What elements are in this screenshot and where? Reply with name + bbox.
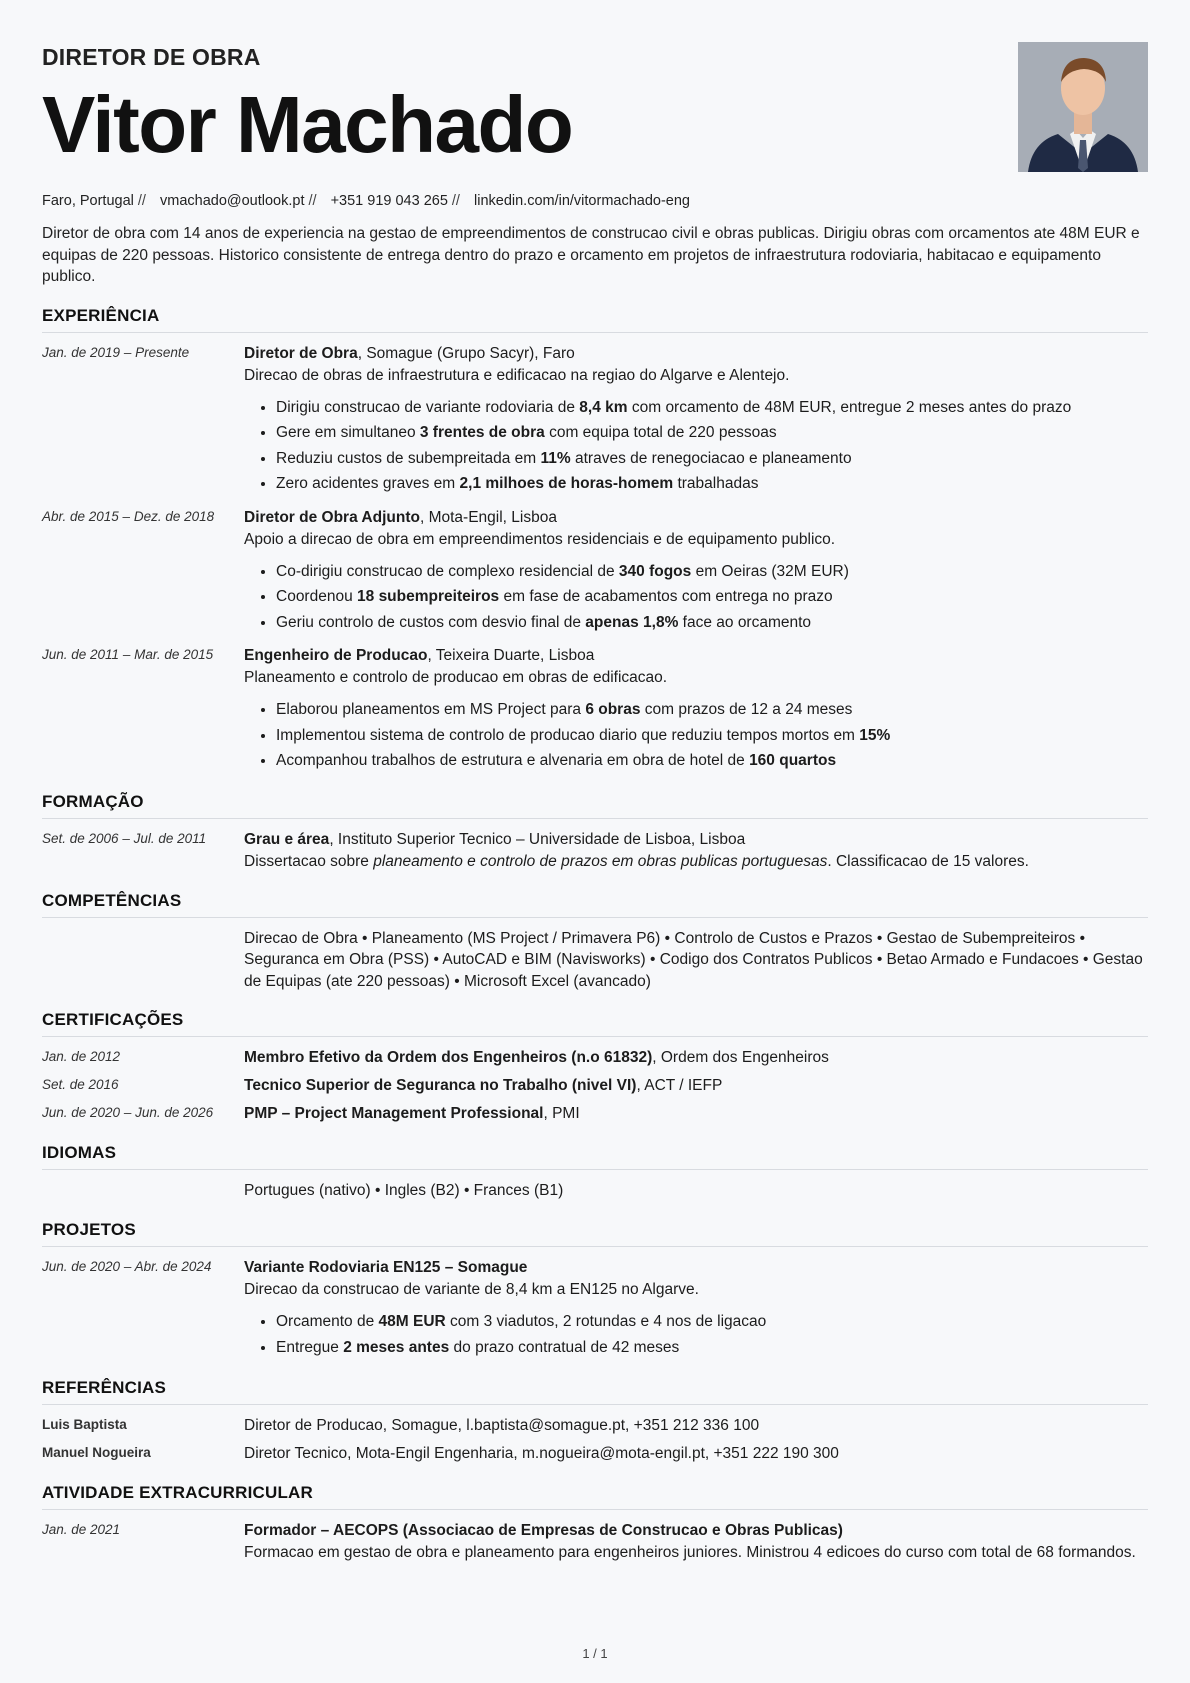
school: , Instituto Superior Tecnico – Universidade de Lisboa, Lisboa [329,830,746,848]
certification-entry [42,1047,1148,1069]
entry-date: Jan. de 2019 – Presente [42,344,190,360]
bullet-item: • Dirigiu construcao de variante rodoviaria de 8,4 km com orcamento de 48M EUR, entregue 2 meses antes do prazo [276,395,1148,421]
certification-entry [42,1075,1148,1097]
education-section [42,792,1148,873]
contact-separator: // [308,193,317,209]
references-section [42,1378,1148,1465]
bullet-item: • Implementou sistema de controlo de producao diario que reduziu tempos mortos em 15% [276,723,1148,749]
languages-list: Portugues (nativo) • Ingles (B2) • Frances (B1) [244,1182,564,1199]
certification-name: Membro Efetivo da Ordem dos Engenheiros (n.o 61832) [244,1049,653,1066]
section-title: COMPETÊNCIAS [42,891,1148,918]
project-name: Variante Rodoviaria EN125 – Somague [244,1259,528,1276]
experience-entry [42,507,1148,636]
entry-description: Planeamento e controlo de producao em obras de edificacao. [244,669,668,686]
entry-role: Engenheiro de Producao [244,647,428,664]
contact-separator: // [451,193,460,209]
contact-location: Faro, Portugal [42,193,134,209]
certification-entry [42,1103,1148,1125]
section-title: EXPERIÊNCIA [42,306,1148,333]
bullet-item: • Elaborou planeamentos em MS Project para 6 obras com prazos de 12 a 24 meses [276,697,1148,723]
person-portrait-icon [1018,42,1148,172]
languages-section [42,1143,1148,1202]
bullet-item: • Co-dirigiu construcao de complexo residencial de 340 fogos em Oeiras (32M EUR) [276,559,1148,585]
bullet-item: • Orcamento de 48M EUR com 3 viadutos, 2 rotundas e 4 nos de ligacao [276,1309,1148,1335]
bullet-item: • Coordenou 18 subempreiteiros em fase de acabamentos com entrega no prazo [276,584,1148,610]
reference-entry [42,1415,1148,1437]
resume-page [42,40,1148,1574]
entry-bullets [244,697,1148,774]
entry-org: , Somague (Grupo Sacyr), Faro [357,344,575,362]
section-title: IDIOMAS [42,1143,1148,1170]
entry-date: Jun. de 2020 – Jun. de 2026 [42,1105,214,1120]
bullet-item: • Gere em simultaneo 3 frentes de obra com equipa total de 220 pessoas [276,420,1148,446]
reference-name: Luis Baptista [42,1417,127,1432]
skills-list: Direcao de Obra • Planeamento (MS Project / Primavera P6) • Controlo de Custos e Prazos • Gestao de Subempreiteiros • Seguranca em Obra (PSS) • AutoCAD e BIM (Navisworks) • Codigo dos Contratos Publicos • Betao Armado e Fundacoes • Gestao de Equipas (ate 220 pessoas) • Microsoft Excel (avancado) [244,929,1143,990]
section-title: FORMAÇÃO [42,792,1148,819]
contact-phone[interactable]: +351 919 043 265 [330,193,448,209]
contact-linkedin[interactable]: linkedin.com/in/vitormachado-eng [474,193,690,209]
reference-entry [42,1443,1148,1465]
section-title: REFERÊNCIAS [42,1378,1148,1405]
education-description: Dissertacao sobre planeamento e controlo de prazos em obras publicas portuguesas. Classificacao de 15 valores. [244,852,1029,870]
entry-date: Set. de 2016 [42,1077,119,1092]
entry-description: Apoio a direcao de obra em empreendimentos residenciais e de equipamento publico. [244,530,836,548]
experience-entry [42,645,1148,774]
entry-org: , Mota-Engil, Lisboa [419,508,557,526]
extracurricular-entry [42,1520,1148,1564]
project-description: Direcao da construcao de variante de 8,4 km a EN125 no Algarve. [244,1281,699,1298]
activity-name: Formador – AECOPS (Associacao de Empresas de Construcao e Obras Publicas) [244,1522,843,1539]
entry-date: Jan. de 2012 [42,1049,121,1064]
contact-separator: // [137,193,146,209]
entry-date: Jun. de 2020 – Abr. de 2024 [42,1259,212,1274]
entry-bullets [244,395,1148,497]
contact-line [42,193,1148,209]
bullet-item: • Reduziu custos de subempreitada em 11% atraves de renegociacao e planeamento [276,446,1148,472]
experience-section [42,306,1148,774]
section-title: PROJETOS [42,1220,1148,1247]
contact-email[interactable]: vmachado@outlook.pt [159,193,305,209]
activity-description: Formacao em gestao de obra e planeamento para engenheiros juniores. Ministrou 4 edicoes do curso com total de 68 formandos. [244,1544,1136,1561]
entry-role: Diretor de Obra Adjunto [244,508,420,526]
profile-photo [1018,42,1148,172]
entry-org: , Teixeira Duarte, Lisboa [427,647,595,664]
bullet-item: • Geriu controlo de custos com desvio final de apenas 1,8% face ao orcamento [276,610,1148,636]
bullet-item: • Acompanhou trabalhos de estrutura e alvenaria em obra de hotel de 160 quartos [276,748,1148,774]
entry-date: Abr. de 2015 – Dez. de 2018 [42,508,215,524]
bullet-item: • Zero acidentes graves em 2,1 milhoes de horas-homem trabalhadas [276,471,1148,497]
certification-issuer: , PMI [543,1105,580,1122]
skills-section [42,891,1148,993]
bullet-item: • Entregue 2 meses antes do prazo contratual de 42 meses [276,1335,1148,1361]
section-title: ATIVIDADE EXTRACURRICULAR [42,1483,1148,1510]
certification-issuer: , Ordem dos Engenheiros [652,1049,829,1066]
reference-detail: Diretor Tecnico, Mota-Engil Engenharia, m.nogueira@mota-engil.pt, +351 222 190 300 [244,1445,839,1462]
reference-detail: Diretor de Producao, Somague, l.baptista@somague.pt, +351 212 336 100 [244,1417,760,1434]
entry-bullets [244,559,1148,636]
page-number: 1 / 1 [582,1646,608,1661]
extracurricular-section [42,1483,1148,1564]
entry-date: Set. de 2006 – Jul. de 2011 [42,830,207,846]
education-entry [42,829,1148,873]
project-entry [42,1257,1148,1360]
reference-name: Manuel Nogueira [42,1445,151,1460]
certification-name: PMP – Project Management Professional [244,1105,544,1122]
entry-description: Direcao de obras de infraestrutura e edificacao na regiao do Algarve e Alentejo. [244,366,790,384]
candidate-name: Vitor Machado [42,80,573,169]
entry-date: Jun. de 2011 – Mar. de 2015 [42,647,214,662]
experience-entry [42,343,1148,497]
professional-summary: Diretor de obra com 14 anos de experiencia na gestao de empreendimentos de construcao civil e obras publicas. Dirigiu obras com orcamentos ate 48M EUR e equipas de 220 pessoas. Historico consistente de entrega dentro do prazo e orcamento em projetos de infraestrutura rodoviaria, habitacao e equipamento publico. [42,225,1140,285]
certifications-section [42,1010,1148,1125]
degree: Grau e área [244,830,330,848]
entry-role: Diretor de Obra [244,344,358,362]
projects-section [42,1220,1148,1360]
project-bullets [244,1309,1148,1360]
section-title: CERTIFICAÇÕES [42,1010,1148,1037]
entry-date: Jan. de 2021 [42,1522,121,1537]
certification-issuer: , ACT / IEFP [636,1077,723,1094]
job-title: DIRETOR DE OBRA [42,44,261,70]
certification-name: Tecnico Superior de Seguranca no Trabalho (nivel VI) [244,1077,637,1094]
